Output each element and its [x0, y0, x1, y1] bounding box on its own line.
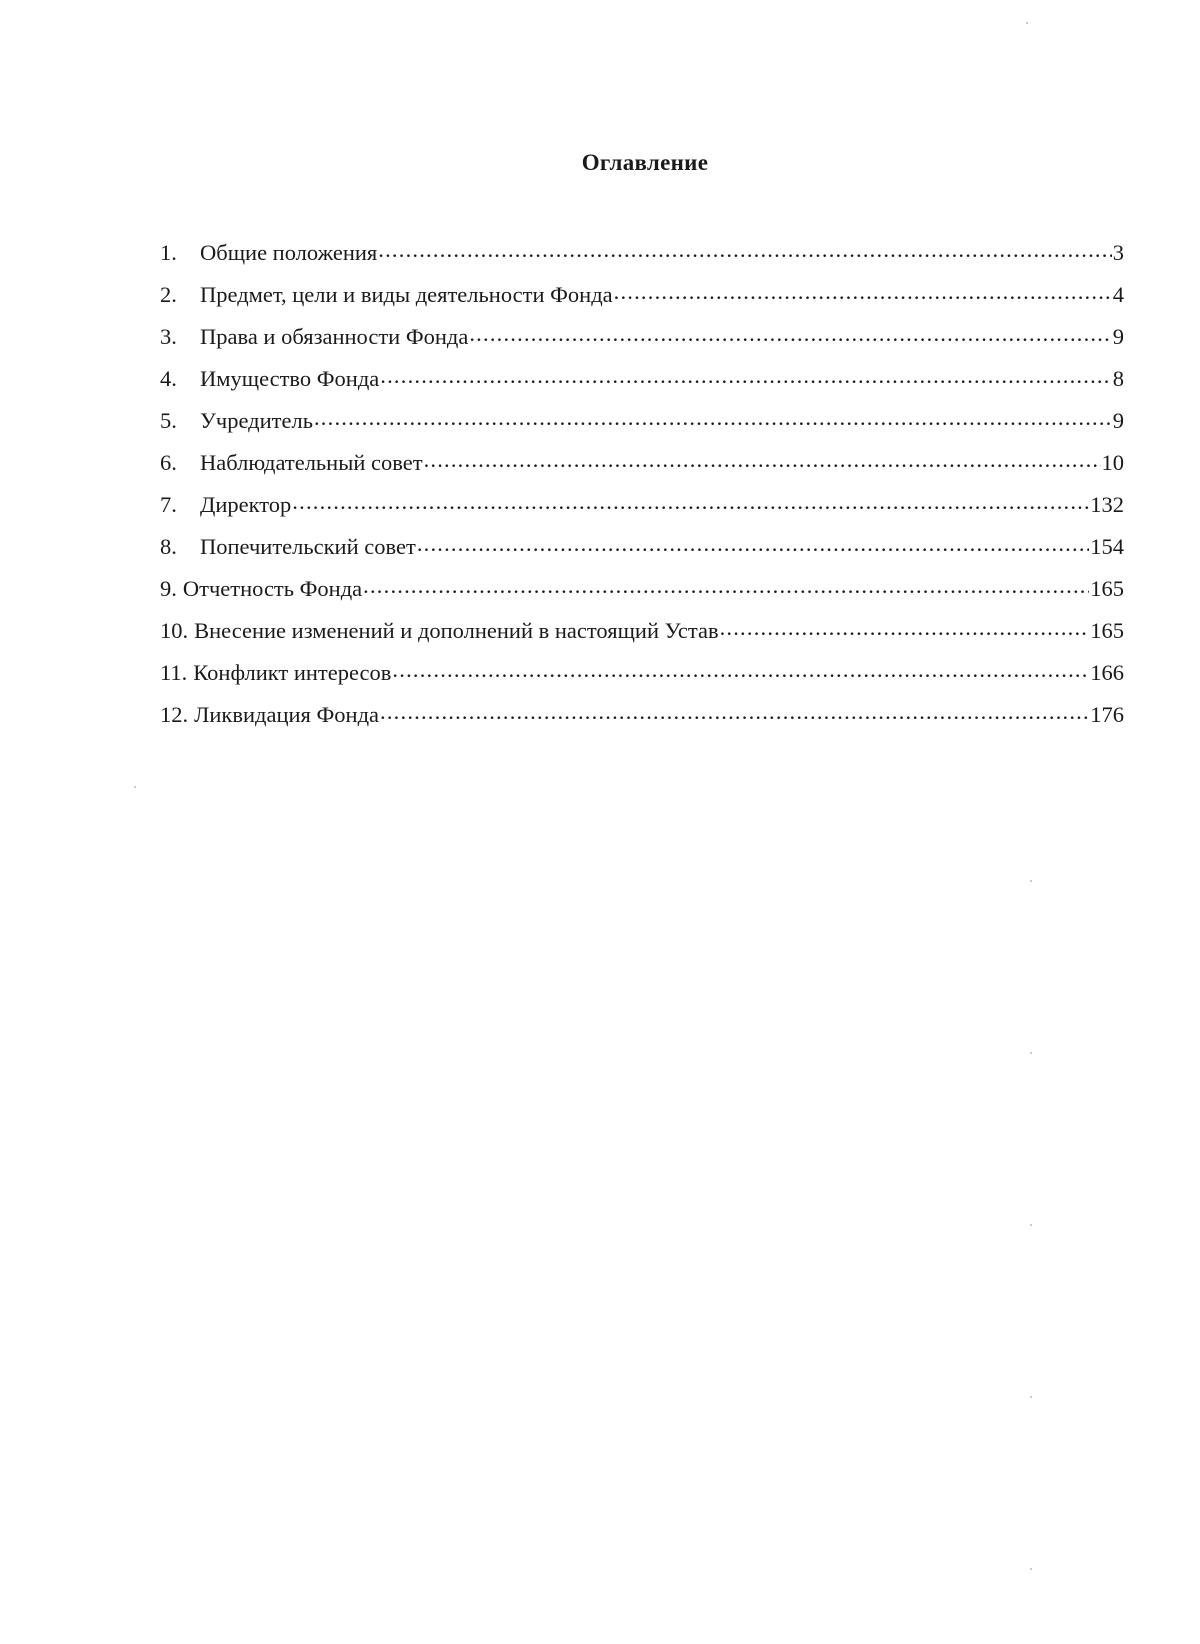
- toc-entry-page: 176: [1090, 702, 1124, 727]
- toc-entry: [160, 364, 1124, 406]
- toc-entry: [160, 616, 1124, 658]
- toc-entry-page: 10: [1101, 450, 1124, 475]
- toc-dot-leader: [380, 364, 1111, 386]
- toc-entry-number: 3.: [160, 324, 177, 349]
- toc-entry-page: 9: [1112, 408, 1124, 433]
- toc-dot-leader: [424, 448, 1101, 470]
- toc-entry-page: 8: [1112, 366, 1124, 391]
- toc-entry-page: 9: [1112, 324, 1124, 349]
- toc-entry: [160, 700, 1124, 742]
- toc-entry-title: Отчетность Фонда: [182, 576, 363, 601]
- toc-entry-title: Права и обязанности Фонда: [200, 324, 469, 349]
- toc-entry: [160, 406, 1124, 448]
- toc-entry-number: 7.: [160, 492, 177, 517]
- toc-entry-number: 11.: [160, 660, 188, 685]
- scan-speck: [1030, 1224, 1032, 1226]
- toc-entry-title: Имущество Фонда: [200, 366, 380, 391]
- toc-entry-page: 165: [1090, 618, 1124, 643]
- toc-entry-page: 165: [1090, 576, 1124, 601]
- toc-entry-title: Конфликт интересов: [193, 660, 392, 685]
- toc-entry-page: 132: [1090, 492, 1124, 517]
- toc-dot-leader: [292, 490, 1089, 512]
- toc-entry-page: 154: [1090, 534, 1124, 559]
- toc-entry-number: 2.: [160, 282, 177, 307]
- scan-speck: [1030, 1052, 1032, 1054]
- toc-entry-number: 12.: [160, 702, 189, 727]
- toc-entry-page: 166: [1090, 660, 1124, 685]
- toc-entry: [160, 322, 1124, 364]
- toc-entry-number: 10.: [160, 618, 189, 643]
- toc-entry-title: Директор: [200, 492, 292, 517]
- toc-entry-number: 8.: [160, 534, 177, 559]
- scan-speck: [1026, 22, 1028, 24]
- toc-entry-page: 4: [1112, 282, 1124, 307]
- scan-speck: [1030, 1396, 1032, 1398]
- toc-dot-leader: [720, 616, 1090, 638]
- toc-entry-number: 1.: [160, 240, 177, 265]
- toc-entry-title: Наблюдательный совет: [200, 450, 423, 475]
- table-of-contents: [160, 238, 1124, 742]
- toc-entry-number: 6.: [160, 450, 177, 475]
- toc-dot-leader: [417, 532, 1089, 554]
- toc-entry: [160, 490, 1124, 532]
- toc-dot-leader: [314, 406, 1112, 428]
- toc-entry-title: Учредитель: [200, 408, 313, 433]
- toc-entry: [160, 448, 1124, 490]
- toc-entry-title: Попечительский совет: [200, 534, 416, 559]
- toc-entry-number: 4.: [160, 366, 177, 391]
- toc-dot-leader: [392, 658, 1089, 680]
- toc-dot-leader: [469, 322, 1111, 344]
- toc-entry: [160, 658, 1124, 700]
- scan-speck: [1030, 880, 1032, 882]
- toc-title: Оглавление: [581, 150, 709, 175]
- toc-entry: [160, 280, 1124, 322]
- scan-speck: [1030, 1568, 1032, 1570]
- toc-entry-title: Внесение изменений и дополнений в настоящий Устав: [194, 618, 719, 643]
- toc-entry-title: Общие положения: [200, 240, 378, 265]
- toc-dot-leader: [378, 238, 1111, 260]
- toc-entry: [160, 532, 1124, 574]
- toc-entry-number: 9.: [160, 576, 177, 601]
- toc-dot-leader: [380, 700, 1089, 722]
- toc-dot-leader: [614, 280, 1112, 302]
- toc-entry-page: 3: [1112, 240, 1124, 265]
- scan-speck: [134, 786, 136, 788]
- toc-entry: [160, 574, 1124, 616]
- toc-dot-leader: [363, 574, 1089, 596]
- toc-entry-number: 5.: [160, 408, 177, 433]
- toc-entry-title: Ликвидация Фонда: [194, 702, 380, 727]
- toc-entry-title: Предмет, цели и виды деятельности Фонда: [200, 282, 613, 307]
- toc-entry: [160, 238, 1124, 280]
